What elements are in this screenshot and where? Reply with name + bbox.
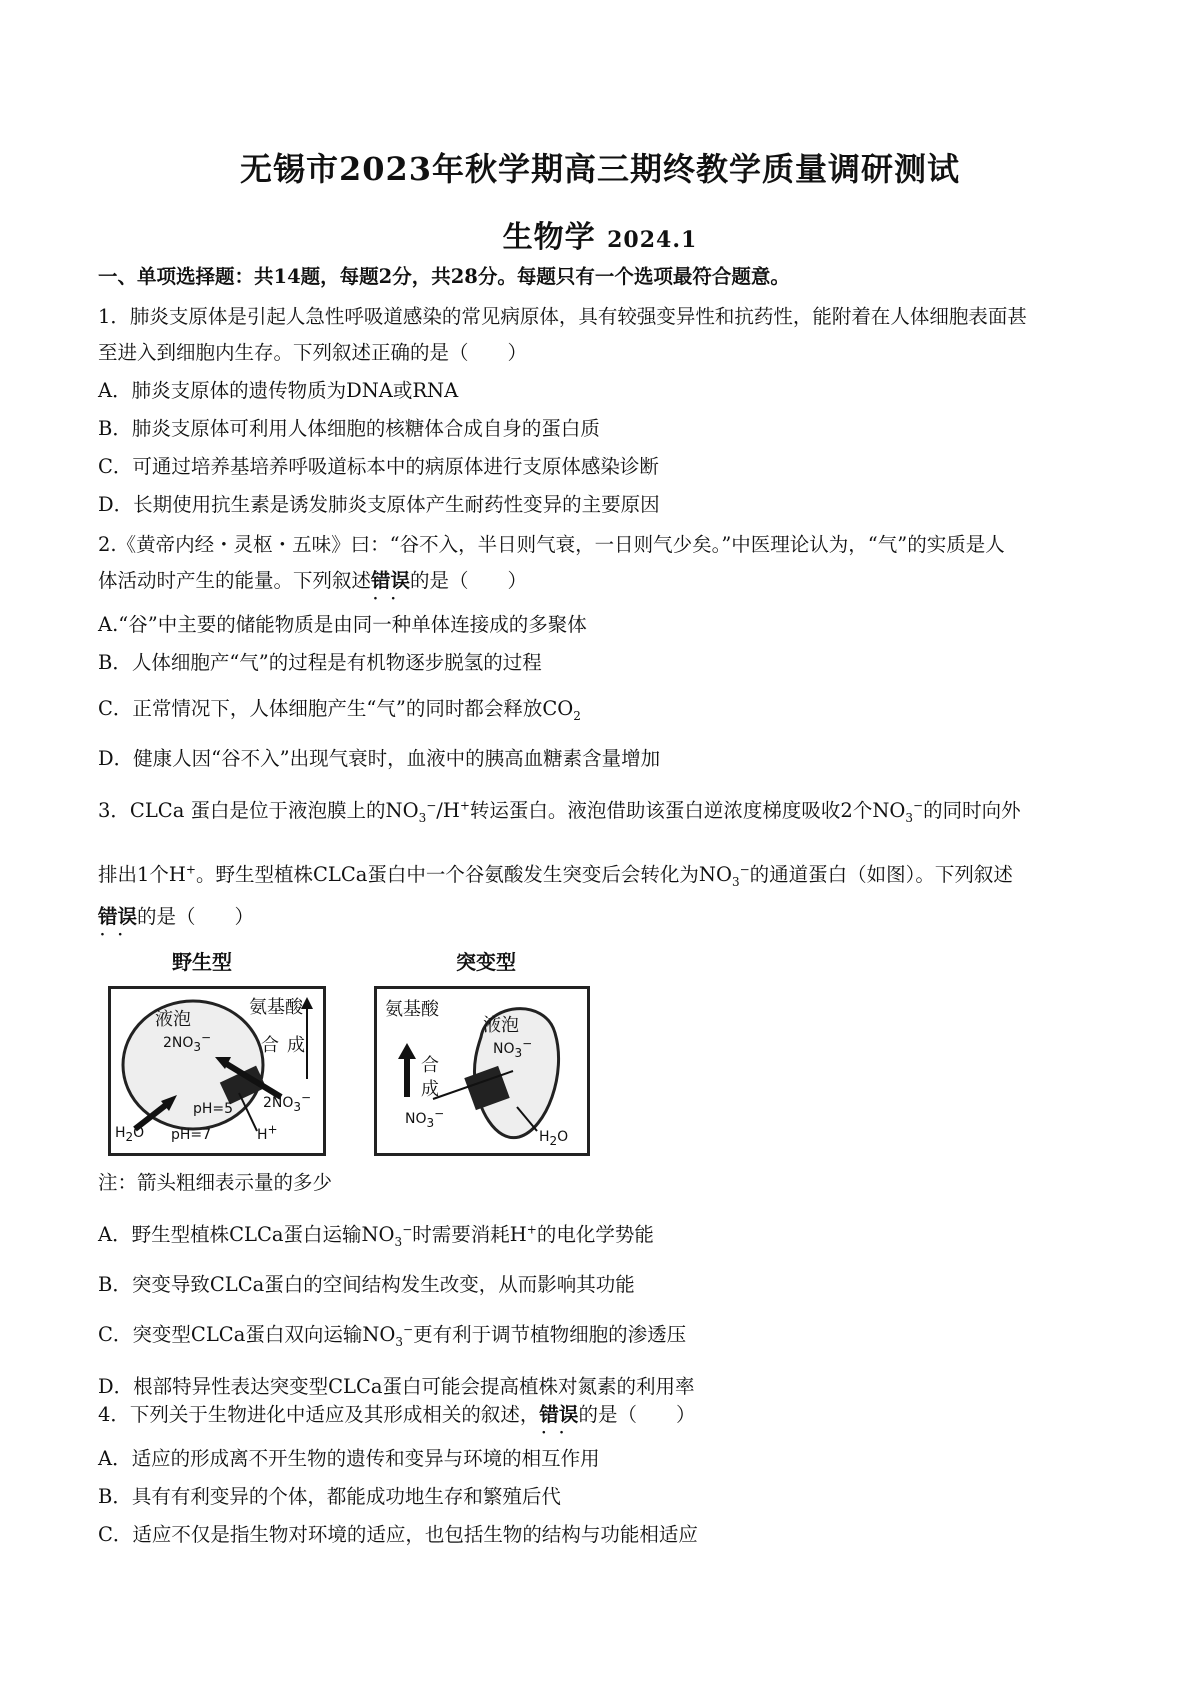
subscript-3: 3 — [193, 1039, 202, 1054]
superscript-minus: − — [522, 1036, 533, 1051]
q3-text-2: /H — [436, 799, 460, 822]
q3-option-c-text: C．突变型CLCa蛋白双向运输NO — [98, 1323, 396, 1346]
vacuole-nitrate — [493, 1036, 533, 1060]
subscript-3: 3 — [514, 1045, 523, 1060]
vacuole-label: 液泡 — [483, 1015, 519, 1036]
subscript-2: 2 — [549, 1133, 558, 1148]
superscript-plus: + — [459, 798, 470, 813]
nitrate-text: NO — [493, 1041, 515, 1057]
nitrate-text: NO — [405, 1111, 427, 1127]
water-o: O — [557, 1129, 569, 1145]
superscript-plus: + — [185, 862, 196, 877]
superscript-minus: − — [913, 798, 924, 813]
q3-option-c — [98, 1322, 1118, 1348]
nitrate-text: 2NO — [263, 1095, 294, 1111]
water-o: O — [133, 1125, 145, 1141]
synthesis-char-1: 合 — [421, 1055, 439, 1076]
outside-nitrate — [263, 1090, 312, 1114]
section-heading: 一、单项选择题：共14题，每题2分，共28分。每题只有一个选项最符合题意。 — [98, 265, 790, 288]
superscript-plus: + — [526, 1222, 537, 1237]
figure-note: 注：箭头粗细表示量的多少 — [98, 1171, 333, 1194]
q1-option-b: B．肺炎支原体可利用人体细胞的核糖体合成自身的蛋白质 — [98, 417, 600, 440]
subscript-3: 3 — [731, 874, 740, 889]
superscript-minus: − — [403, 1322, 414, 1337]
vacuole-label: 液泡 — [155, 1009, 191, 1030]
q3-stem-end: 的是（ ） — [137, 905, 255, 928]
q1-option-c: C．可通过培养基培养呼吸道标本中的病原体进行支原体感染诊断 — [98, 455, 659, 478]
mutant-type-label: 突变型 — [456, 950, 516, 974]
synthesis-char-2: 成 — [421, 1079, 439, 1100]
hydrogen-h: H — [257, 1127, 268, 1143]
amino-acid-label: 氨基酸 — [385, 999, 439, 1020]
subscript-3: 3 — [293, 1099, 302, 1114]
exam-subject — [0, 212, 1200, 256]
hydrogen-ion-label — [257, 1122, 278, 1143]
q1-stem-line1: 1．肺炎支原体是引起人急性呼吸道感染的常见病原体，具有较强变异性和抗药性，能附着在人体细胞表面甚 — [98, 305, 1027, 328]
q3-emphasis: 错误 · · — [98, 904, 137, 930]
q3-text-5: 排出1个H — [98, 863, 186, 886]
exam-title: 无锡市2023年秋学期高三期终教学质量调研测试 — [239, 150, 961, 188]
q2-stem-line2 — [98, 568, 1118, 594]
nitrate-text: 2NO — [163, 1035, 194, 1051]
q3-text-3: 转运蛋白。液泡借助该蛋白逆浓度梯度吸收2个NO — [469, 799, 906, 822]
q2-option-c-text: C．正常情况下，人体细胞产生“气”的同时都会释放CO — [98, 697, 574, 720]
q4-option-a: A．适应的形成离不开生物的遗传和变异与环境的相互作用 — [98, 1447, 600, 1470]
q1-option-d: D．长期使用抗生素是诱发肺炎支原体产生耐药性变异的主要原因 — [98, 493, 660, 516]
q3-text-6: 。野生型植株CLCa蛋白中一个谷氨酸发生突变后会转化为NO — [195, 863, 732, 886]
exam-date: 2024.1 — [607, 227, 698, 253]
superscript-minus: − — [426, 798, 437, 813]
amino-acid-label: 氨基酸 — [249, 997, 303, 1018]
synthesis-char-2: 成 — [287, 1035, 305, 1056]
superscript-minus: − — [739, 862, 750, 877]
outside-nitrate — [405, 1106, 445, 1130]
subscript-3: 3 — [426, 1115, 435, 1130]
q3-text-1: 3．CLCa 蛋白是位于液泡膜上的NO — [98, 799, 419, 822]
mutant-type-diagram — [374, 986, 590, 1156]
q3-text-7: 的通道蛋白（如图）。下列叙述 — [749, 863, 1013, 886]
wild-type-diagram — [108, 986, 326, 1156]
q4-emphasis: 错误 · · — [539, 1402, 578, 1428]
co2-subscript: 2 — [573, 708, 581, 723]
superscript-plus: + — [267, 1122, 278, 1137]
q4-option-c: C．适应不仅是指生物对环境的适应，也包括生物的结构与功能相适应 — [98, 1523, 698, 1546]
wild-type-label: 野生型 — [172, 950, 232, 974]
subscript-2: 2 — [125, 1129, 134, 1144]
subscript-3: 3 — [905, 810, 914, 825]
water-label — [115, 1125, 145, 1144]
q2-emphasis: 错误 · · — [371, 568, 410, 594]
superscript-minus: − — [301, 1090, 312, 1105]
q4-stem-end: 的是（ ） — [578, 1403, 696, 1426]
water-h: H — [115, 1125, 126, 1141]
q3-stem-line2 — [98, 862, 1118, 888]
ph-inside: pH=5 — [193, 1101, 234, 1117]
synthesis-char-1: 合 — [261, 1035, 279, 1056]
q3-option-c-text-2: 更有利于调节植物细胞的渗透压 — [413, 1323, 687, 1346]
q3-option-a — [98, 1222, 1118, 1248]
synthesis-arrowhead — [398, 1043, 416, 1059]
q2-stem-line1: 2.《黄帝内经・灵枢・五味》曰：“谷不入，半日则气衰，一日则气少矣。”中医理论认为，“气”的实质是人 — [98, 533, 1005, 556]
q3-stem-line1 — [98, 798, 1118, 824]
q3-option-d: D．根部特异性表达突变型CLCa蛋白可能会提高植株对氮素的利用率 — [98, 1375, 695, 1398]
vacuole-nitrate — [163, 1030, 212, 1054]
q2-option-c — [98, 696, 1118, 722]
water-h: H — [539, 1129, 550, 1145]
superscript-minus: − — [402, 1222, 413, 1237]
q2-stem-text: 体活动时产生的能量。下列叙述 — [98, 569, 372, 592]
q3-option-b: B．突变导致CLCa蛋白的空间结构发生改变，从而影响其功能 — [98, 1273, 635, 1296]
q2-option-d: D．健康人因“谷不入”出现气衰时，血液中的胰高血糖素含量增加 — [98, 747, 661, 770]
subscript-3: 3 — [394, 1234, 403, 1249]
q3-option-a-text-2: 时需要消耗H — [412, 1223, 527, 1246]
subscript-3: 3 — [395, 1334, 404, 1349]
water-label — [539, 1129, 569, 1148]
q4-option-b: B．具有有利变异的个体，都能成功地生存和繁殖后代 — [98, 1485, 561, 1508]
q1-option-a: A．肺炎支原体的遗传物质为DNA或RNA — [98, 379, 459, 402]
superscript-minus: − — [434, 1106, 445, 1121]
q1-stem-line2: 至进入到细胞内生存。下列叙述正确的是（ ） — [98, 341, 528, 364]
q2-option-a: A.“谷”中主要的储能物质是由同一种单体连接成的多聚体 — [98, 613, 587, 636]
q4-stem-text: 4．下列关于生物进化中适应及其形成相关的叙述， — [98, 1403, 540, 1426]
q3-text-4: 的同时向外 — [923, 799, 1021, 822]
q3-option-a-text-3: 的电化学势能 — [536, 1223, 654, 1246]
q3-stem-line3 — [98, 904, 1118, 930]
superscript-minus: − — [201, 1030, 212, 1045]
q4-stem — [98, 1402, 1118, 1428]
ph-outside: pH=7 — [171, 1127, 212, 1143]
subscript-3: 3 — [418, 810, 427, 825]
q2-option-b: B．人体细胞产“气”的过程是有机物逐步脱氢的过程 — [98, 651, 542, 674]
q2-stem-end: 的是（ ） — [410, 569, 528, 592]
q3-option-a-text: A．野生型植株CLCa蛋白运输NO — [98, 1223, 395, 1246]
subject-name: 生物学 — [502, 220, 596, 255]
